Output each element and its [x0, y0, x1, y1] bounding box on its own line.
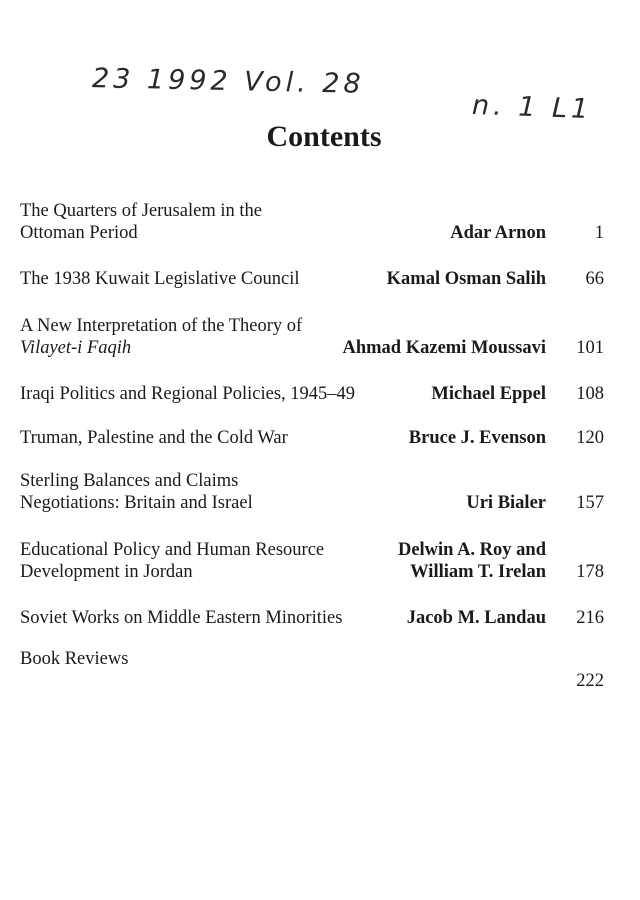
entry-title-line: The 1938 Kuwait Legislative Council — [20, 269, 300, 289]
entry-author: Jacob M. Landau — [406, 608, 546, 628]
entry-title-line: A New Interpretation of the Theory of — [20, 316, 303, 336]
entry-title-line: Sterling Balances and Claims — [20, 471, 239, 491]
entry-page-number: 222 — [576, 671, 604, 691]
toc-entry[interactable] — [20, 383, 612, 405]
entry-title-line: Negotiations: Britain and Israel — [20, 493, 253, 513]
entry-author: Bruce J. Evenson — [408, 428, 546, 448]
entry-page-number: 66 — [585, 269, 604, 289]
entry-title-line: Soviet Works on Middle Eastern Minorities — [20, 608, 343, 628]
entry-title-line: Truman, Palestine and the Cold War — [20, 428, 288, 448]
toc-entry[interactable] — [20, 539, 612, 583]
entry-title-line: Vilayet-i Faqih — [20, 338, 132, 358]
entry-title-line: Ottoman Period — [20, 223, 138, 243]
handwritten-volume-note: 23 1992 Vol. 28 — [91, 63, 365, 100]
entry-page-number: 101 — [576, 338, 604, 358]
toc-entry[interactable] — [20, 648, 612, 692]
entry-author: Michael Eppel — [431, 384, 546, 404]
entry-page-number: 1 — [594, 223, 604, 243]
entry-title-line: Development in Jordan — [20, 562, 193, 582]
entry-author: Kamal Osman Salih — [386, 269, 546, 289]
entry-page-number: 216 — [576, 608, 604, 628]
entry-page-number: 178 — [576, 562, 604, 582]
toc-entry[interactable] — [20, 427, 612, 449]
toc-entry[interactable] — [20, 470, 612, 514]
entry-page-number: 108 — [576, 384, 604, 404]
entry-title-line: Book Reviews — [20, 649, 129, 669]
toc-entry[interactable] — [20, 315, 612, 359]
toc-entry[interactable] — [20, 200, 612, 244]
entry-page-number: 120 — [576, 428, 604, 448]
toc-entry[interactable] — [20, 268, 612, 290]
entry-page-number: 157 — [576, 493, 604, 513]
handwritten-issue-note: n. 1 L1 — [471, 89, 593, 126]
entry-title-line: Educational Policy and Human Resource — [20, 540, 325, 560]
entry-author: Adar Arnon — [450, 223, 546, 243]
entry-title-line: Iraqi Politics and Regional Policies, 1945–49 — [20, 384, 356, 404]
page-title: Contents — [266, 120, 382, 153]
entry-author: Uri Bialer — [466, 493, 546, 513]
toc-entry[interactable] — [20, 607, 612, 629]
entry-title-line: The Quarters of Jerusalem in the — [20, 201, 262, 221]
entry-author: Ahmad Kazemi Moussavi — [342, 338, 546, 358]
entry-author: Delwin A. Roy and William T. Irelan — [397, 540, 546, 582]
